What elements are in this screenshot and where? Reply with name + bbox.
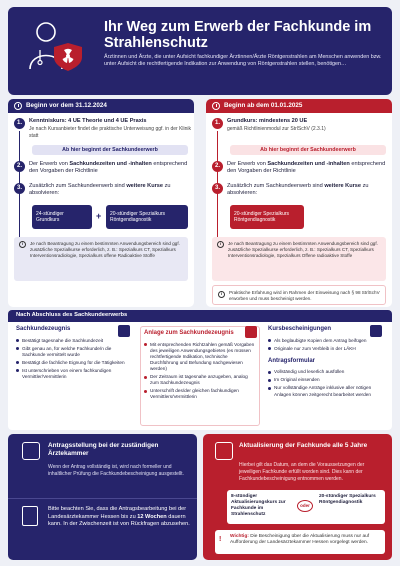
col1-list [16,338,132,381]
list-item: Bestätigt die fachliche Eignung für die Tätigkeiten [16,360,132,366]
divider [8,498,197,499]
after-heading-label: Nach Abschluss des Sachkundeerwerbs [16,312,128,319]
col2-title: Anlage zum Sachkundezeugnis [144,330,234,336]
list-item: Als beglaubigte Kopien dem Antrag beifügen [268,338,384,344]
warning-text: Die Bescheinigung über die Aktualisierung muss nur auf Aufforderung der Landesärztekammer Hessen vorgelegt werden. [230,534,370,546]
wait-pre: Bitte beachten Sie, dass die Antragsbearbeitung bei der Landesärztekammer Hessen bis zu [48,506,187,520]
list-item: Im Original einsenden [268,377,384,383]
info-icon: i [217,241,224,248]
intro-text: Ärztinnen und Ärzte, die unter Aufsicht fachkundiger Ärztinnen/Ärzte Röntgenstrahlen am Menschen anwenden bzw. unter Aufsicht die rechtfertigende Indikation zur Anwendung von Röntgenstrahlen stellen, benötigen… [104,54,382,68]
info-icon: i [218,291,225,298]
col3-list [268,338,384,352]
document-icon [370,325,382,337]
left-step3-pre: Zusätzlich zum Sachkundeerwerb sind [29,183,127,189]
doctor-avatar-icon [26,17,70,67]
after-section-body [8,322,392,430]
left-note [14,237,188,281]
application-title: Antragsstellung bei der zuständigen Ärztekammer [48,442,159,457]
list-item: Vollständig und leserlich ausfüllen [268,369,384,375]
left-step1-title: Kenntniskurs: 4 UE Theorie und 4 UE Praxis [29,118,147,124]
update-text: Hierbei gilt das Datum, an dem die Voraussetzungen der jeweiligen Fachkunde erfüllt worden sind. Dies kann der Fachkundebescheinigung entnommen werden. [239,462,365,482]
right-note2-text: Praktische Erfahrung wird im Rahmen der Einweisung nach § 98 StrlSchV erworben und muss bescheinigt werden. [229,290,380,302]
update-options [227,490,385,524]
right-note [212,237,386,281]
right-step-3 [212,183,392,198]
right-path-heading [206,99,392,113]
application-panel [8,434,197,560]
left-path-heading [8,99,194,113]
col3b-list [268,369,384,397]
list-item: Ist unterschrieben von einem fachkundigen Vermittler/Vermittlerin [16,368,132,380]
col3-title: Kursbescheinigungen [268,326,332,332]
col3b-title: Antragsformular [268,357,316,364]
update-course-a: 8-stündiger Aktualisierungskurs zur Fachkunde im Strahlenschutz [231,494,286,517]
step-number-2: 2. [212,161,223,172]
after-section-heading [8,310,392,322]
step-number-1: 1. [14,118,25,129]
page-title: Ihr Weg zum Erwerb der Fachkunde im Strahlenschutz [104,19,372,52]
update-title: Aktualisierung der Fachkunde alle 5 Jahre [239,442,368,449]
wait-bold: 12 Wochen [137,513,167,520]
list-item: Bestätigt tagesnahe die Sachkundezeit [16,338,132,344]
right-step1-title: Grundkurs: mindestens 20 UE [227,118,308,124]
left-start-pill: Ab hier beginnt der Sachkundeerwerb [32,145,188,155]
hourglass-icon [22,506,38,526]
right-step3-bold: weitere Kurse [324,183,362,189]
calendar-icon [215,442,233,460]
left-course-grundkurs: 24-stündiger Grundkurs [32,205,92,229]
left-step1-sub: Je nach Kursanbieter findet die praktische Unterweisung ggf. in der Klinik statt [29,126,192,139]
step-number-1: 1. [212,118,223,129]
list-item: Unterschrift des/der gleichen fachkundigen Vermittlers/Vermittlerin [144,388,256,400]
right-step3-post: zu absolvieren: [227,183,369,197]
update-course-b: 20-stündiger Spezialkurs Röntgendiagnostik [319,494,376,505]
right-heading-label: Beginn ab dem 01.01.2025 [224,102,303,110]
list-item: Originale nur zum Verbleib in der LÄKH [268,346,384,352]
right-step2-pre: Der Erwerb von [227,161,268,167]
document-icon [118,325,130,337]
right-course-spezialkurs: 20-stündiger Spezialkurs Röntgendiagnostik [230,205,304,229]
after-col-zeugnis [16,326,132,426]
right-step1-sub: gemäß Richtlinienmodul zur StrlSchV (2.3.1) [227,126,326,133]
application-text: Wenn der Antrag vollständig ist, wird nach formeller und inhaltlicher Prüfung die Fachkundebescheinigung ausgestellt. [48,464,184,477]
warning-icon: ! [219,536,222,543]
left-step2-post: entsprechend den Vorgaben der Richtlinie [29,161,188,175]
or-badge: oder [297,500,313,512]
left-step2-pre: Der Erwerb von [29,161,70,167]
plus-sign: + [96,211,102,221]
right-step2-post: entsprechend den Vorgaben der Richtlinie [227,161,386,175]
left-step3-bold: weitere Kurse [126,183,164,189]
left-heading-label: Beginn vor dem 31.12.2024 [26,102,107,110]
right-start-pill: Ab hier beginnt der Sachkundeerwerb [230,145,386,155]
after-col-kurse [268,326,384,426]
header-banner [8,7,392,95]
left-path-panel [8,99,194,307]
right-path-panel [206,99,392,307]
left-course-spezialkurs: 20-stündiger Spezialkurs Röntgendiagnostik [106,205,188,229]
left-step-1 [14,118,194,139]
step-number-2: 2. [14,161,25,172]
right-step2-bold: Sachkundezeiten und -inhalten [267,161,350,167]
left-step3-post: zu absolvieren: [29,183,171,197]
step-number-3: 3. [14,183,25,194]
building-icon [22,442,40,460]
list-item: Gibt genau an, für welche Fachkunde/n die Sachkunde vermittelt wurde [16,346,132,358]
list-item: Der Zeitraum ist tagesnahe anzugeben, analog zum Sachkundezeugnis [144,374,256,386]
step-number-3: 3. [212,183,223,194]
right-note-2 [212,285,386,305]
after-col-anlage [140,326,260,426]
left-note-text: Je nach Beantragung zu einem bestimmten Anwendungsbereich sind ggf. zusätzliche Spezialkurse erforderlich, z. B.: Spezialkurs CT, Spezialkurs Interventionsradiologie, Spezialkurs offene Radioaktive Stoffe [30,241,180,259]
left-step-2 [14,161,194,176]
left-step2-bold: Sachkundezeiten und -inhalten [69,161,152,167]
document-icon [245,326,257,338]
right-path-body [206,113,392,307]
warning-bold: Wichtig: [230,534,249,539]
info-icon: i [19,241,26,248]
right-step-2 [212,161,392,176]
update-panel [203,434,392,560]
col2-list [144,342,256,401]
update-warning [215,530,385,554]
clock-icon [14,102,22,110]
clock-icon [212,102,220,110]
right-step-1 [212,118,326,133]
col1-title: Sachkundezeugnis [16,326,71,332]
left-path-body [8,113,194,307]
right-step3-pre: Zusätzlich zum Sachkundeerwerb sind [227,183,325,189]
list-item: Mit entsprechenden Richtzahlen gemäß Vorgaben des jeweiligen Anwendungsgebietes (es müssen rechtfertigende Indikation, technische Durchführung und Befundung nachgewiesen werden) [144,342,256,373]
left-step-3 [14,183,194,198]
list-item: Nur vollständige Anträge inklusive aller nötigen Anlagen können zeitgerecht bearbeitet werden [268,385,384,397]
wait-post: dauern kann. In der Zwischenzeit ist von Rückfragen abzusehen. [48,513,190,528]
right-note-text: Je nach Beantragung zu einem bestimmten Anwendungsbereich sind ggf. zusätzliche Spezialkurse erforderlich, z. B.: Spezialkurs CT, Spezialkurs Interventionsradiologie, Spezialkurs Offene radioaktive Stoffe [228,241,378,259]
